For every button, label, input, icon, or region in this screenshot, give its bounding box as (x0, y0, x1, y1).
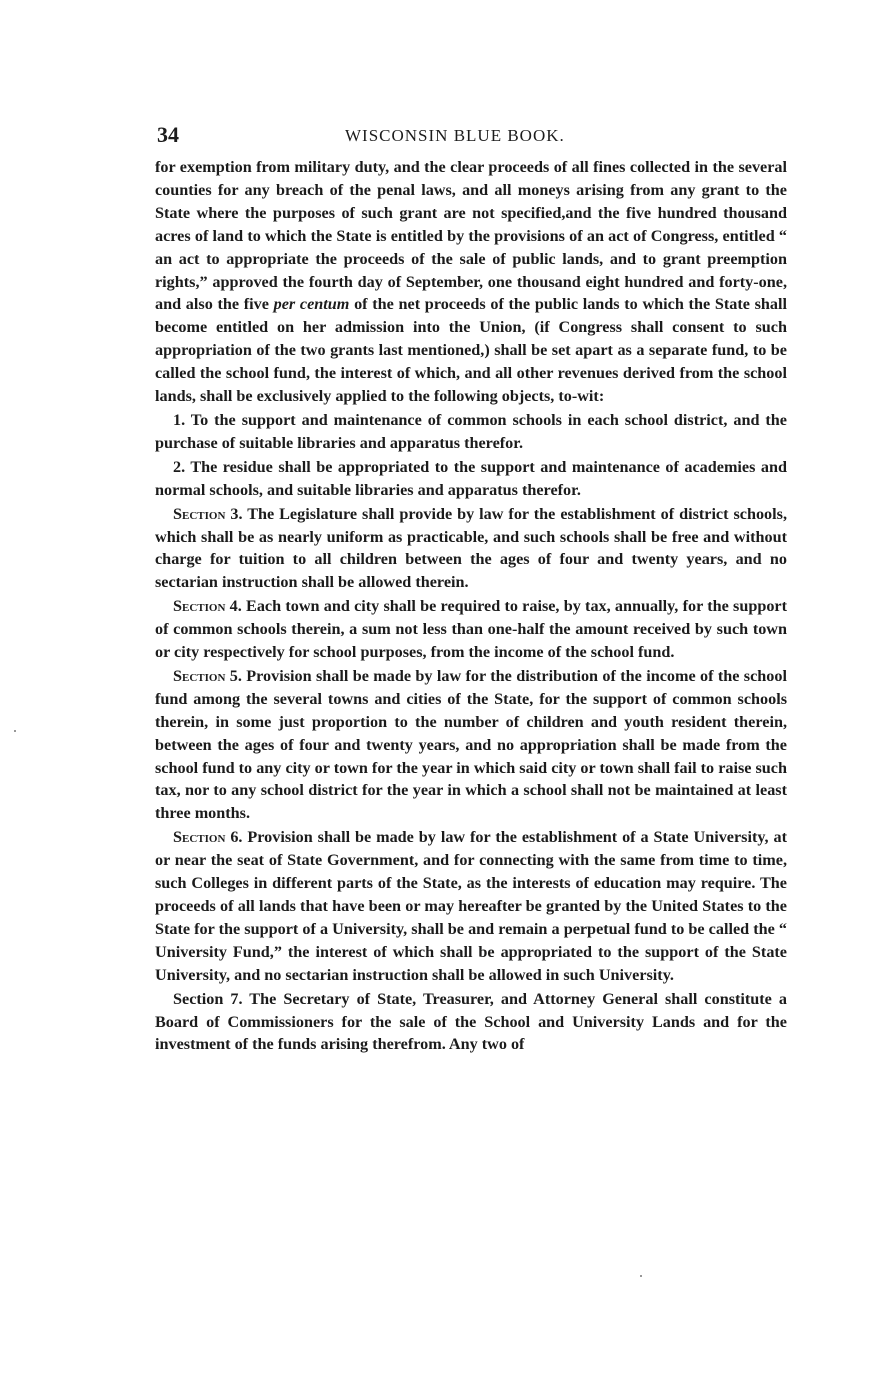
paragraph (155, 456, 787, 502)
book-page (155, 122, 787, 1057)
paragraph (155, 665, 787, 825)
paragraph (155, 988, 787, 1057)
paragraph-text: for exemption from military duty, and the clear proceeds of all fines collected in the several counties for any breach of the penal laws, and all moneys arising from any grant to the State where the purposes of such grant are not specified,and the five hundred thousand acres of land to which the State is entitled by the provisions of an act of Congress, entitled “ an act to appropriate the proceeds of the sale of public lands, and to grant preemption rights,” approved the fourth day of September, one thousand eight hundred and forty-one, and also the five (155, 158, 787, 314)
page-number: 34 (157, 122, 179, 147)
scan-speck (14, 730, 16, 732)
paragraph-text: The Legislature shall provide by law for the establishment of district schools, which shall be as nearly uniform as practicable, and such schools shall be free and without charge for tuition to all children between the ages of four and twenty years, and no sectarian instruction shall be allowed therein. (155, 504, 787, 592)
section-label: Section 6. (173, 828, 243, 847)
section-label: Section 4. (173, 597, 242, 616)
paragraph-text: 1. To the support and maintenance of common schools in each school district, and the purchase of suitable libraries and apparatus therefor. (155, 410, 787, 452)
body-text (155, 156, 787, 1056)
paragraph-text: of the net proceeds of the public lands to which the State shall become entitled on her admission into the Union, (if Congress shall consent to such appropriation of the two grants last mentioned,) shall be set apart as a separate fund, to be called the school fund, the interest of which, and all other revenues derived from the school lands, shall be exclusively applied to the following objects, to-wit: (155, 295, 787, 406)
paragraph (155, 156, 787, 408)
paragraph-text: 2. The residue shall be appropriated to the support and maintenance of academies and normal schools, and suitable libraries and apparatus therefor. (155, 457, 787, 499)
italic-phrase: per centum (273, 295, 350, 314)
paragraph-text: Each town and city shall be required to raise, by tax, annually, for the support of common schools therein, a sum not less than one-half the amount received by such town or city respectively for school purposes, from the income of the school fund. (155, 597, 787, 662)
section-label: Section 3. (173, 504, 243, 523)
section-label: Section 5. (173, 666, 242, 685)
paragraph-text: Provision shall be made by law for the distribution of the income of the school fund among the several towns and cities of the State, for the support of common schools therein, in some just proportion to the number of children and youth resident therein, between the ages of four and twenty years, and no appropriation shall be made from the school fund to any city or town for the year in which said city or town shall fail to raise such tax, nor to any school district for the year in which a school shall not be maintained at least three months. (155, 666, 787, 823)
paragraph (155, 503, 787, 595)
paragraph-text: Provision shall be made by law for the establishment of a State University, at or near the seat of State Government, and for connecting with the same from time to time, such Colleges in different parts of the State, as the interests of education may require. The proceeds of all lands that have been or may hereafter be granted by the United States to the State for the support of a University, shall be and remain a perpetual fund to be called the “ University Fund,” the interest of which shall be appropriated to the support of the State University, and no sectarian instruction shall be allowed in such University. (155, 828, 787, 984)
running-title: WISCONSIN BLUE BOOK. (345, 126, 565, 145)
scan-speck (640, 1275, 642, 1277)
paragraph (155, 595, 787, 664)
page-header (155, 122, 787, 156)
paragraph (155, 826, 787, 986)
paragraph-text: Section 7. The Secretary of State, Treasurer, and Attorney General shall constitute a Board of Commissioners for the sale of the School and University Lands and for the investment of the funds arising therefrom. Any two of (155, 989, 787, 1054)
paragraph (155, 409, 787, 455)
